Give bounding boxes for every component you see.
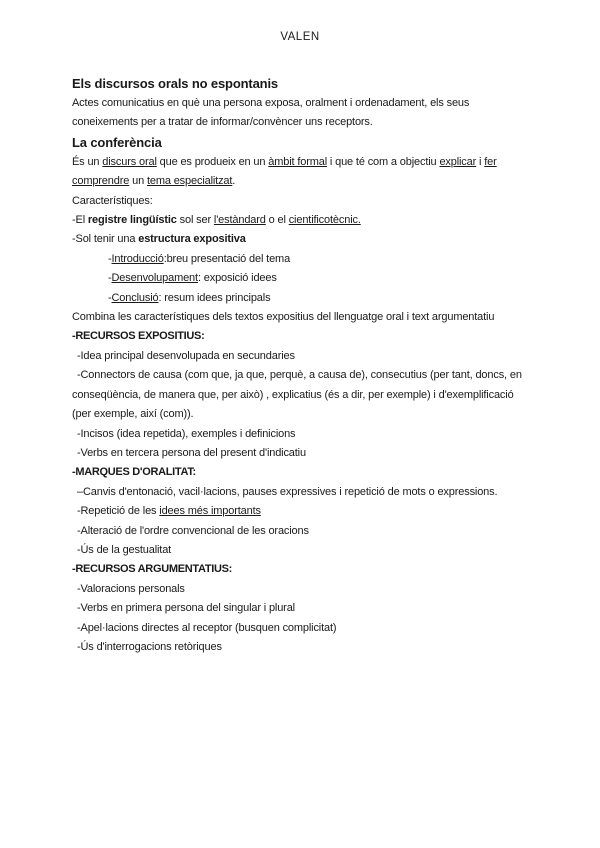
def-underlined: discurs oral xyxy=(102,155,157,168)
def-text: . xyxy=(232,175,236,188)
list-item: -Incisos (idea repetida), exemples i definicions xyxy=(77,427,296,440)
list-item: -Verbs en tercera persona del present d'indicatiu xyxy=(77,446,306,459)
def-underlined: comprendre xyxy=(72,175,130,188)
section-title-recursos-expositius: -RECURSOS EXPOSITIUS: xyxy=(72,330,205,343)
combina-line: Combina les característiques dels textos expositius del llenguatge oral i text argumentatiu xyxy=(72,311,495,324)
section-title-marques-oralitat: -MARQUES D'ORALITAT: xyxy=(72,466,196,479)
page-header-name: VALEN xyxy=(280,31,320,43)
struct-item-desenvolupament xyxy=(72,269,532,288)
list-item: –Canvis d'entonació, vacil·lacions, pauses expressives i repetició de mots o expressions. xyxy=(77,485,498,498)
def-underlined: fer xyxy=(484,155,497,168)
list-item-continuation: (per exemple, així (com)). xyxy=(72,408,194,421)
section-title-recursos-argumentatius: -RECURSOS ARGUMENTATIUS: xyxy=(72,563,233,576)
list-item: -Verbs en primera persona del singular i plural xyxy=(77,602,295,615)
document-content xyxy=(72,74,532,657)
struct-dash: - xyxy=(108,291,112,304)
list-item: -Idea principal desenvolupada en secundaries xyxy=(77,349,295,362)
struct-item-introduccio xyxy=(72,250,532,269)
section-title-discursos: Els discursos orals no espontanis xyxy=(72,76,279,91)
intro-line-2: coneixements per a tratar de informar/convèncer uns receptors. xyxy=(72,116,373,129)
struct-text: :breu presentació del tema xyxy=(163,252,291,265)
def-underlined: àmbit formal xyxy=(268,155,327,168)
struct-text: : exposició idees xyxy=(197,272,277,285)
list-item: -Valoracions personals xyxy=(77,582,185,595)
caract-text: -Sol tenir una xyxy=(72,233,139,246)
caracteristica-estructura xyxy=(72,230,532,249)
list-item xyxy=(72,502,532,521)
caract-text: o el xyxy=(265,214,289,227)
section-title-conferencia: La conferència xyxy=(72,134,162,150)
struct-label: Desenvolupament xyxy=(111,272,198,285)
list-item-underlined: idees més importants xyxy=(159,505,261,518)
caract-underlined: l'estàndard xyxy=(213,214,266,227)
struct-item-conclusio xyxy=(72,289,532,308)
list-item: -Alteració de l'ordre convencional de les oracions xyxy=(77,524,309,537)
struct-dash: - xyxy=(108,252,112,265)
list-item: -Connectors de causa (com que, ja que, perquè, a causa de), consecutius (per tant, doncs, en xyxy=(77,369,522,382)
caract-text: sol ser xyxy=(176,214,214,227)
struct-label: Introducció xyxy=(111,252,164,265)
caract-underlined: cientificotècnic. xyxy=(288,214,361,227)
struct-text: : resum idees principals xyxy=(158,291,271,304)
list-item-continuation: conseqüència, de manera que, per això) , explicatius (és a dir, per exemple) i d'exemplificació xyxy=(72,388,514,401)
caracteristica-registre xyxy=(72,211,532,230)
caract-bold: registre lingüístic xyxy=(87,214,177,227)
intro-line-1: Actes comunicatius en què una persona exposa, oralment i ordenadament, els seus xyxy=(72,97,470,109)
caract-text: -El xyxy=(72,214,88,227)
struct-label: Conclusió xyxy=(111,291,159,304)
def-text: que es produeix en un xyxy=(156,155,269,168)
caract-bold: estructura expositiva xyxy=(138,233,246,246)
definition-line-1 xyxy=(72,153,532,172)
caracteristiques-label: Característiques: xyxy=(72,194,153,207)
definition-line-2 xyxy=(72,172,532,191)
list-item: -Apel·lacions directes al receptor (busquen complicitat) xyxy=(77,621,337,634)
def-text: un xyxy=(129,175,147,188)
def-underlined: explicar xyxy=(439,155,477,168)
struct-dash: - xyxy=(108,272,112,285)
def-underlined: tema especialitzat xyxy=(146,175,233,188)
def-text: i xyxy=(476,155,485,168)
def-text: i que té com a objectiu xyxy=(327,155,440,168)
list-item-text: -Repetició de les xyxy=(77,505,160,518)
list-item: -Ús de la gestualitat xyxy=(77,543,172,556)
def-text: És un xyxy=(72,155,103,168)
list-item: -Ús d'interrogacions retòriques xyxy=(77,640,222,653)
